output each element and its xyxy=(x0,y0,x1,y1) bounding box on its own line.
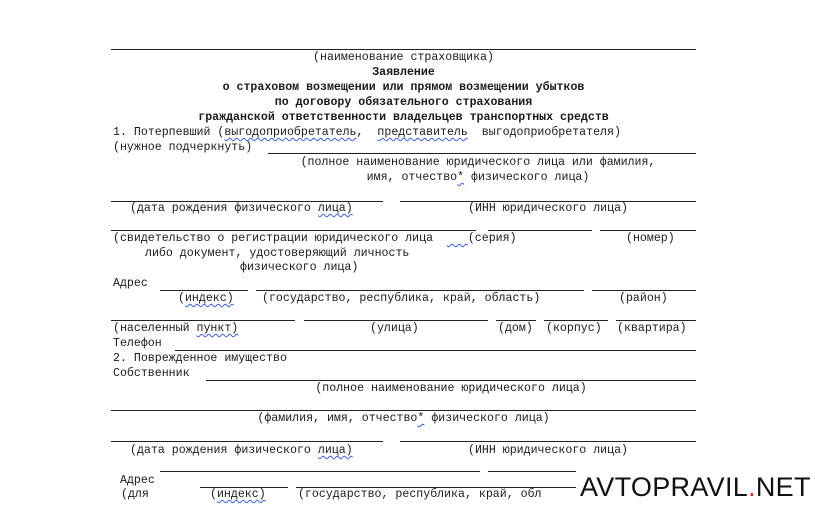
title-line-2: по договору обязательного страхования xyxy=(274,96,533,109)
victim-phone-line xyxy=(175,350,696,351)
title-line-1: о страховом возмещении или прямом возмещении убытков xyxy=(222,81,585,94)
beneficiary-option: выгодоприобретатель xyxy=(224,126,357,139)
owner-address-label: Адрес xyxy=(120,474,155,487)
victim-cert-caption-3: физического лица) xyxy=(240,261,359,274)
victim-street-caption: (улица) xyxy=(370,322,419,335)
victim-cert-caption-2: либо документ, удостоверяющий личность xyxy=(145,247,410,260)
victim-apartment-caption: (квартира) xyxy=(617,322,687,335)
victim-number-line xyxy=(600,230,696,231)
victim-building-caption: (корпус) xyxy=(546,322,602,335)
victim-name-caption-1: (полное наименование юридического лица или фамилия, xyxy=(300,156,656,169)
insurer-line xyxy=(111,49,696,50)
victim-address-label: Адрес xyxy=(113,277,148,290)
owner-fio-caption: (фамилия, имя, отчество* физического лица) xyxy=(257,412,550,425)
victim-settlement-line xyxy=(111,320,295,321)
owner-birth-caption: (дата рождения физического лица) xyxy=(130,444,353,457)
victim-street-line xyxy=(304,320,488,321)
victim-number-caption: (номер) xyxy=(626,232,675,245)
owner-inn-line xyxy=(400,441,696,442)
owner-fio-line xyxy=(111,410,696,411)
victim-region-caption: (государство, республика, край, область) xyxy=(262,292,541,305)
owner-legal-caption: (полное наименование юридического лица) xyxy=(315,382,587,395)
victim-series-line xyxy=(488,230,592,231)
page-title: Заявление xyxy=(372,66,435,79)
owner-address-line-1 xyxy=(160,471,480,472)
title-line-3: гражданской ответственности владельцев транспортных средств xyxy=(198,111,609,124)
victim-index-line xyxy=(160,290,248,291)
victim-inn-caption: (ИНН юридического лица) xyxy=(467,202,629,215)
owner-inn-caption: (ИНН юридического лица) xyxy=(467,444,629,457)
underline-hint: (нужное подчеркнуть) xyxy=(113,141,253,154)
representative-option: представитель xyxy=(377,126,468,139)
victim-cert-caption: (свидетельство о регистрации юридического лица (серия) xyxy=(113,232,517,245)
property-heading: 2. Поврежденное имущество xyxy=(113,352,287,365)
owner-birth-line xyxy=(111,441,383,442)
site-watermark: AVTOPRAVIL.NET xyxy=(576,474,815,505)
victim-role-underline xyxy=(268,153,696,154)
victim-birth-caption: (дата рождения физического лица) xyxy=(130,202,353,215)
victim-district-line xyxy=(592,290,696,291)
victim-house-line xyxy=(496,320,536,321)
victim-index-caption: (индекс) xyxy=(178,292,234,305)
victim-region-line xyxy=(256,290,584,291)
victim-house-caption: (дом) xyxy=(498,322,533,335)
owner-index-caption: (индекс) xyxy=(210,488,266,501)
owner-address-line-2 xyxy=(488,471,576,472)
victim-name-caption-2: имя, отчество* физического лица) xyxy=(366,171,590,184)
victim-cert-line xyxy=(111,230,476,231)
owner-for-caption: (для xyxy=(121,488,149,501)
victim-building-line xyxy=(544,320,608,321)
owner-region-caption: (государство, республика, край, обл xyxy=(298,488,542,501)
owner-line xyxy=(206,380,696,381)
victim-phone-label: Телефон xyxy=(113,337,162,350)
insurer-caption: (наименование страховщика) xyxy=(313,51,494,64)
victim-settlement-caption: (населенный пункт) xyxy=(113,322,239,335)
owner-label: Собственник xyxy=(113,367,190,380)
victim-role-line: 1. Потерпевший (выгодоприобретатель, представитель выгодоприобретателя) xyxy=(113,126,621,139)
victim-district-caption: (район) xyxy=(619,292,668,305)
victim-apartment-line xyxy=(616,320,696,321)
